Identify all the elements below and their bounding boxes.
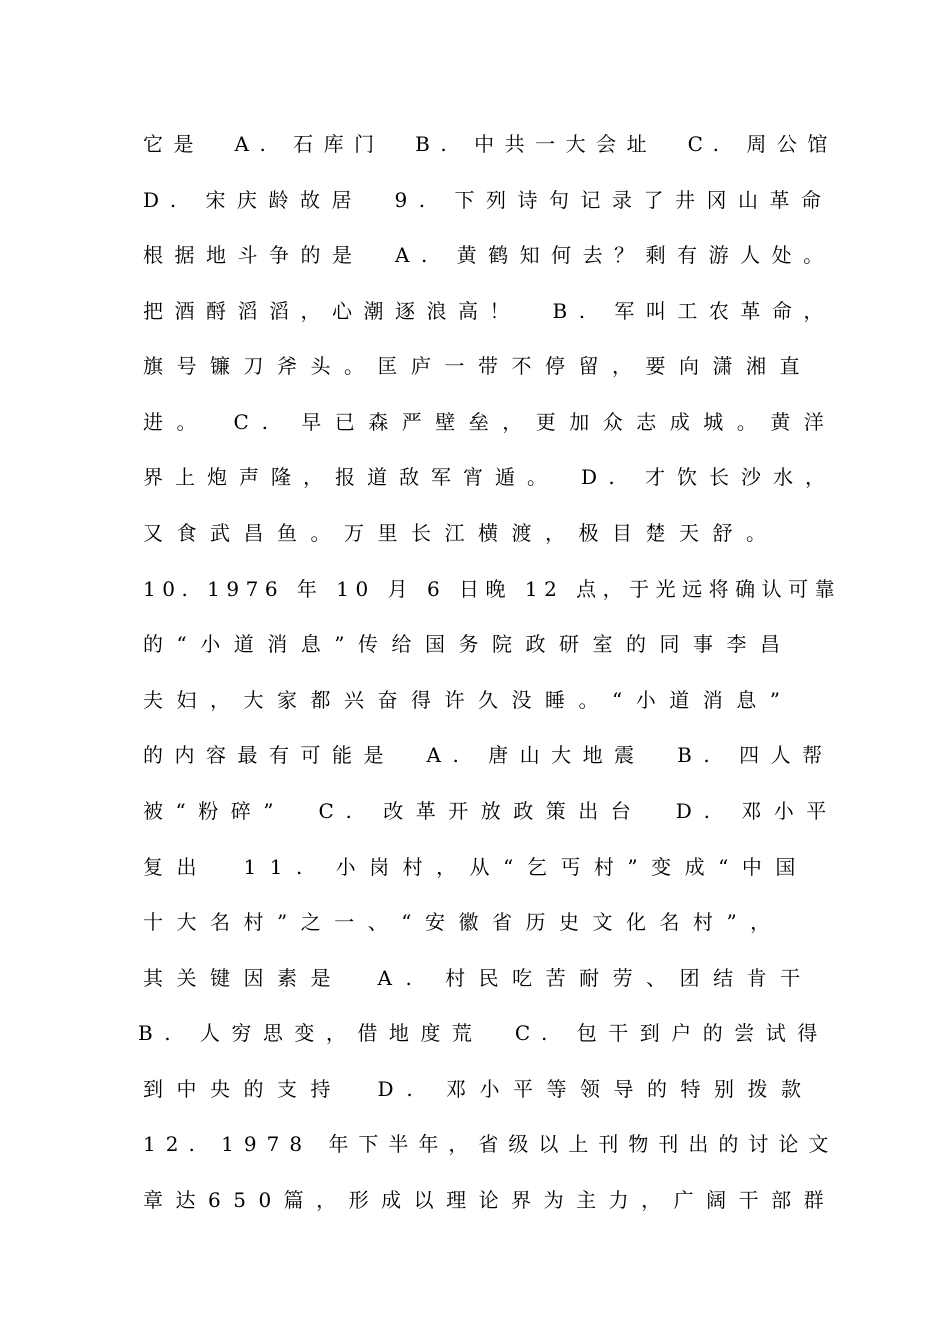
text-line: B. 人穷思变，借地度荒 C. 包干到户的尝试得 [138,1021,829,1045]
text-line: 根据地斗争的是 A. 黄鹤知何去？剩有游人处。 [143,243,835,267]
text-line: 复出 11. 小岗村，从“乞丐村”变成“中国 [143,855,809,879]
text-line: 12. 1978 年下半年，省级以上刊物刊出的讨论文 [143,1132,839,1156]
text-line: 的内容最有可能是 A. 唐山大地震 B. 四人帮 [143,743,834,767]
text-line: 又食武昌鱼。万里长江横渡，极目楚天舒。 [143,521,780,545]
text-line: 界上炮声隆，报道敌军宵遁。 D. 才饮长沙水， [143,465,838,489]
text-line: 被“粉碎” C. 改革开放政策出台 D. 邓小平 [143,799,839,823]
text-line: 夫妇，大家都兴奋得许久没睡。“小道消息” [143,688,794,712]
text-line: 进。 C. 早已森严壁垒，更加众志成城。黄洋 [143,410,838,434]
text-line: 把酒酹滔滔，心潮逐浪高！ B. 军叫工农革命， [143,299,835,323]
text-line: 旗号镰刀斧头。匡庐一带不停留，要向潇湘直 [143,354,813,378]
text-line: 其关键因素是 A. 村民吃苦耐劳、团结肯干 [143,966,814,990]
text-line: 10. 1976 年 10 月 6 日晚 12 点，于光远将确认可靠 [143,577,842,601]
text-line: 它是 A. 石库门 B. 中共一大会址 C. 周公馆 [143,132,838,156]
text-line: 到中央的支持 D. 邓小平等领导的特别拨款 [143,1077,815,1101]
text-line: 十大名村”之一、“安徽省历史文化名村”， [143,910,784,934]
text-line: 章达650篇，形成以理论界为主力，广阔干部群 [143,1188,837,1212]
text-line: 的“小道消息”传给国务院政研室的同事李昌 [143,632,794,656]
text-line: D. 宋庆龄故居 9. 下列诗句记录了井冈山革命 [143,188,833,212]
